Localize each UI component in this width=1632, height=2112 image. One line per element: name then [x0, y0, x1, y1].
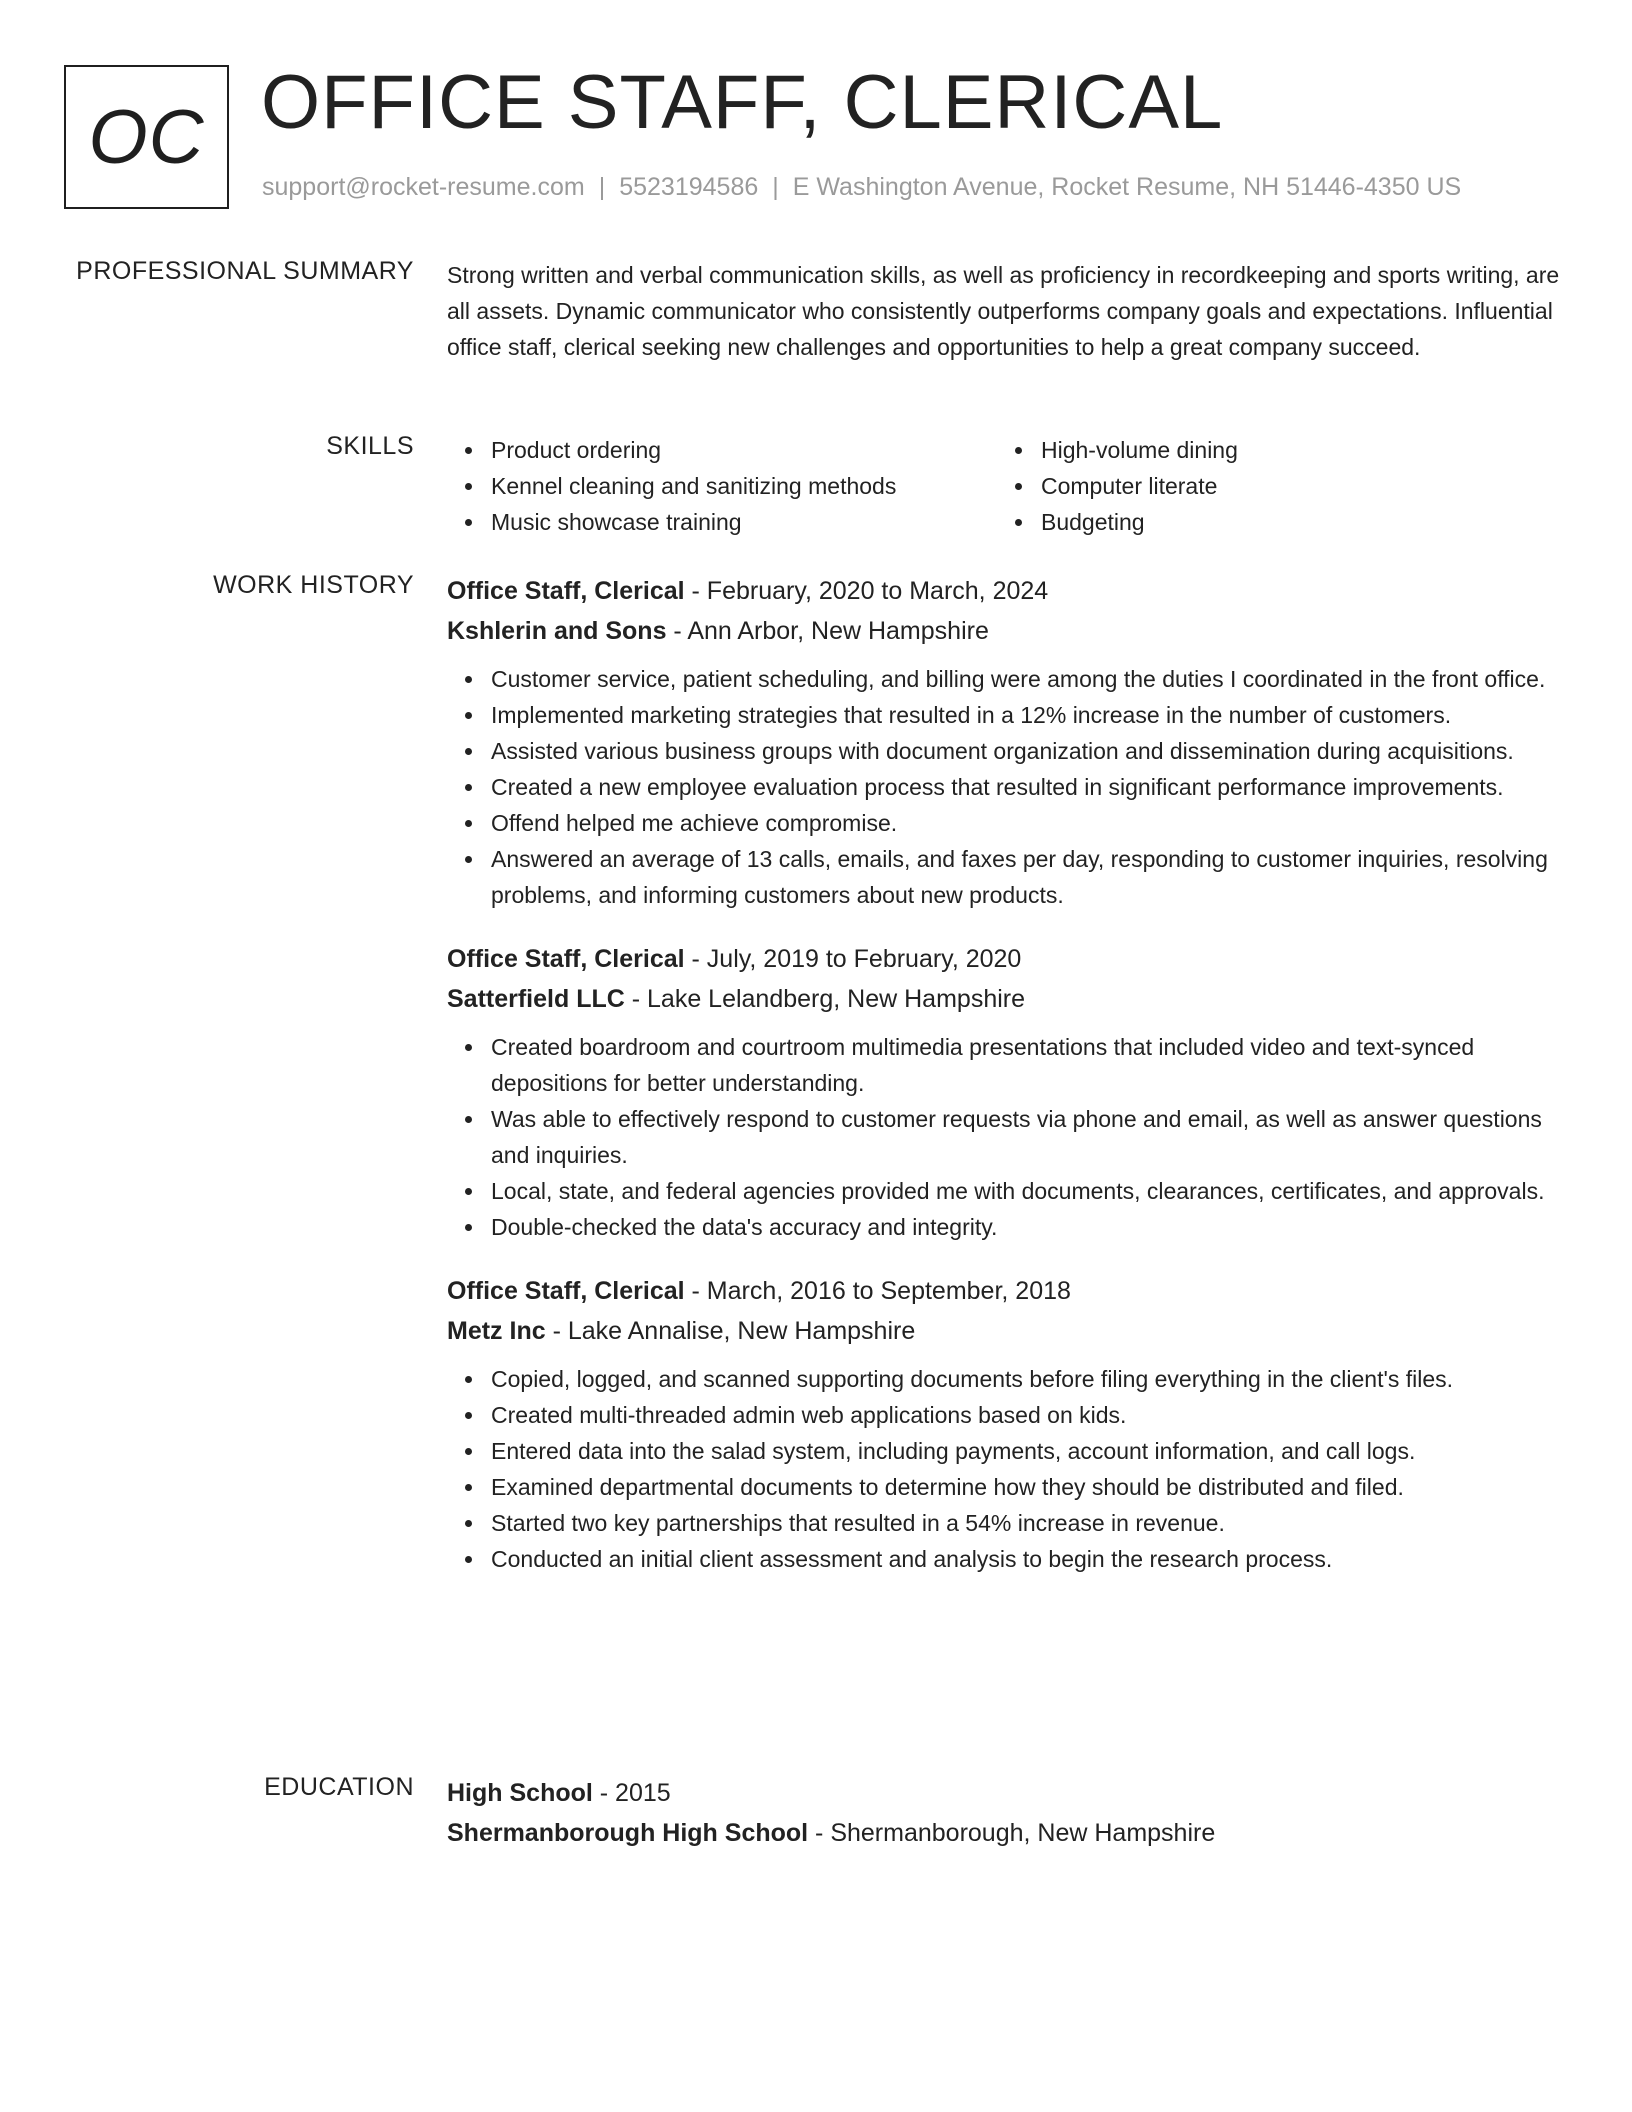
summary-text: Strong written and verbal communication skills, as well as proficiency in recordkeeping and sports writing, are all assets. Dynamic communicator who consistently outperforms company goals and expectations. Influential office staff, clerical seeking new challenges and opportunities to help a great company succeed. — [447, 262, 1560, 360]
job-title-line — [447, 939, 1567, 979]
summary-heading: PROFESSIONAL SUMMARY — [76, 257, 414, 285]
contact-phone: 5523194586 — [619, 173, 759, 201]
job-role: Office Staff, Clerical — [447, 1277, 685, 1305]
job-dates: - July, 2019 to February, 2020 — [684, 945, 1022, 973]
skill-item: Computer literate — [997, 468, 1547, 504]
work-history-body — [447, 571, 1567, 1603]
duty-item: Copied, logged, and scanned supporting documents before filing everything in the client's files. — [447, 1361, 1567, 1397]
duty-item: Entered data into the salad system, including payments, account information, and call logs. — [447, 1433, 1567, 1469]
skill-item: Kennel cleaning and sanitizing methods — [447, 468, 997, 504]
job-role: Office Staff, Clerical — [447, 945, 685, 973]
job-dates: - February, 2020 to March, 2024 — [684, 577, 1049, 605]
resume-header — [64, 60, 1568, 209]
education-heading: EDUCATION — [264, 1773, 414, 1801]
monogram-box: OC — [64, 65, 229, 209]
job-company: Kshlerin and Sons — [447, 617, 667, 645]
summary-body — [447, 257, 1567, 365]
contact-email[interactable]: support@rocket-resume.com — [262, 173, 585, 201]
job-company: Metz Inc — [447, 1317, 546, 1345]
contact-line — [262, 173, 1461, 202]
education-degree-line — [447, 1773, 1567, 1813]
duty-item: Double-checked the data's accuracy and integrity. — [447, 1209, 1567, 1245]
job-title-line — [447, 1271, 1567, 1311]
duty-item: Created a new employee evaluation process that resulted in significant performance improvements. — [447, 769, 1567, 805]
skills-column-2 — [997, 432, 1547, 540]
job-dates: - March, 2016 to September, 2018 — [684, 1277, 1071, 1305]
skills-column-1 — [447, 432, 997, 540]
education-year: - 2015 — [592, 1779, 671, 1807]
job-location: - Lake Lelandberg, New Hampshire — [624, 985, 1026, 1013]
job-entry — [447, 939, 1567, 1245]
duty-item: Local, state, and federal agencies provided me with documents, clearances, certificates, and approvals. — [447, 1173, 1567, 1209]
education-location: - Shermanborough, New Hampshire — [808, 1819, 1216, 1847]
skill-item: Music showcase training — [447, 504, 997, 540]
duty-item: Customer service, patient scheduling, and billing were among the duties I coordinated in the front office. — [447, 661, 1567, 697]
duty-item: Implemented marketing strategies that resulted in a 12% increase in the number of customers. — [447, 697, 1567, 733]
duty-item: Created multi-threaded admin web applications based on kids. — [447, 1397, 1567, 1433]
contact-separator: | — [598, 173, 606, 201]
duty-item: Created boardroom and courtroom multimedia presentations that included video and text-synced depositions for better understanding. — [447, 1029, 1567, 1101]
job-duties — [447, 661, 1567, 913]
duty-item: Offend helped me achieve compromise. — [447, 805, 1567, 841]
duty-item: Assisted various business groups with document organization and dissemination during acquisitions. — [447, 733, 1567, 769]
education-degree: High School — [447, 1779, 593, 1807]
contact-address: E Washington Avenue, Rocket Resume, NH 51446-4350 US — [792, 173, 1462, 201]
job-duties — [447, 1361, 1567, 1577]
work-history-heading: WORK HISTORY — [213, 571, 414, 599]
education-school: Shermanborough High School — [447, 1819, 809, 1847]
skill-item: High-volume dining — [997, 432, 1547, 468]
job-company: Satterfield LLC — [447, 985, 625, 1013]
duty-item: Started two key partnerships that resulted in a 54% increase in revenue. — [447, 1505, 1567, 1541]
job-entry — [447, 571, 1567, 913]
job-location: - Lake Annalise, New Hampshire — [545, 1317, 916, 1345]
skills-heading: SKILLS — [326, 432, 414, 460]
duty-item: Was able to effectively respond to customer requests via phone and email, as well as answer questions and inquiries. — [447, 1101, 1567, 1173]
skill-item: Budgeting — [997, 504, 1547, 540]
job-role: Office Staff, Clerical — [447, 577, 685, 605]
education-body — [447, 1773, 1567, 1853]
job-company-line — [447, 1311, 1567, 1351]
duty-item: Conducted an initial client assessment and analysis to begin the research process. — [447, 1541, 1567, 1577]
skill-item: Product ordering — [447, 432, 997, 468]
job-company-line — [447, 979, 1567, 1019]
duty-item: Examined departmental documents to determine how they should be distributed and filed. — [447, 1469, 1567, 1505]
duty-item: Answered an average of 13 calls, emails, and faxes per day, responding to customer inquiries, resolving problems, and informing customers about new products. — [447, 841, 1567, 913]
contact-separator: | — [772, 173, 779, 201]
job-company-line — [447, 611, 1567, 651]
education-school-line — [447, 1813, 1567, 1853]
job-title-line — [447, 571, 1567, 611]
skills-body — [447, 432, 1567, 540]
job-duties — [447, 1029, 1567, 1245]
job-location: - Ann Arbor, New Hampshire — [666, 617, 989, 645]
page-title: OFFICE STAFF, CLERICAL — [261, 60, 1224, 145]
job-entry — [447, 1271, 1567, 1577]
